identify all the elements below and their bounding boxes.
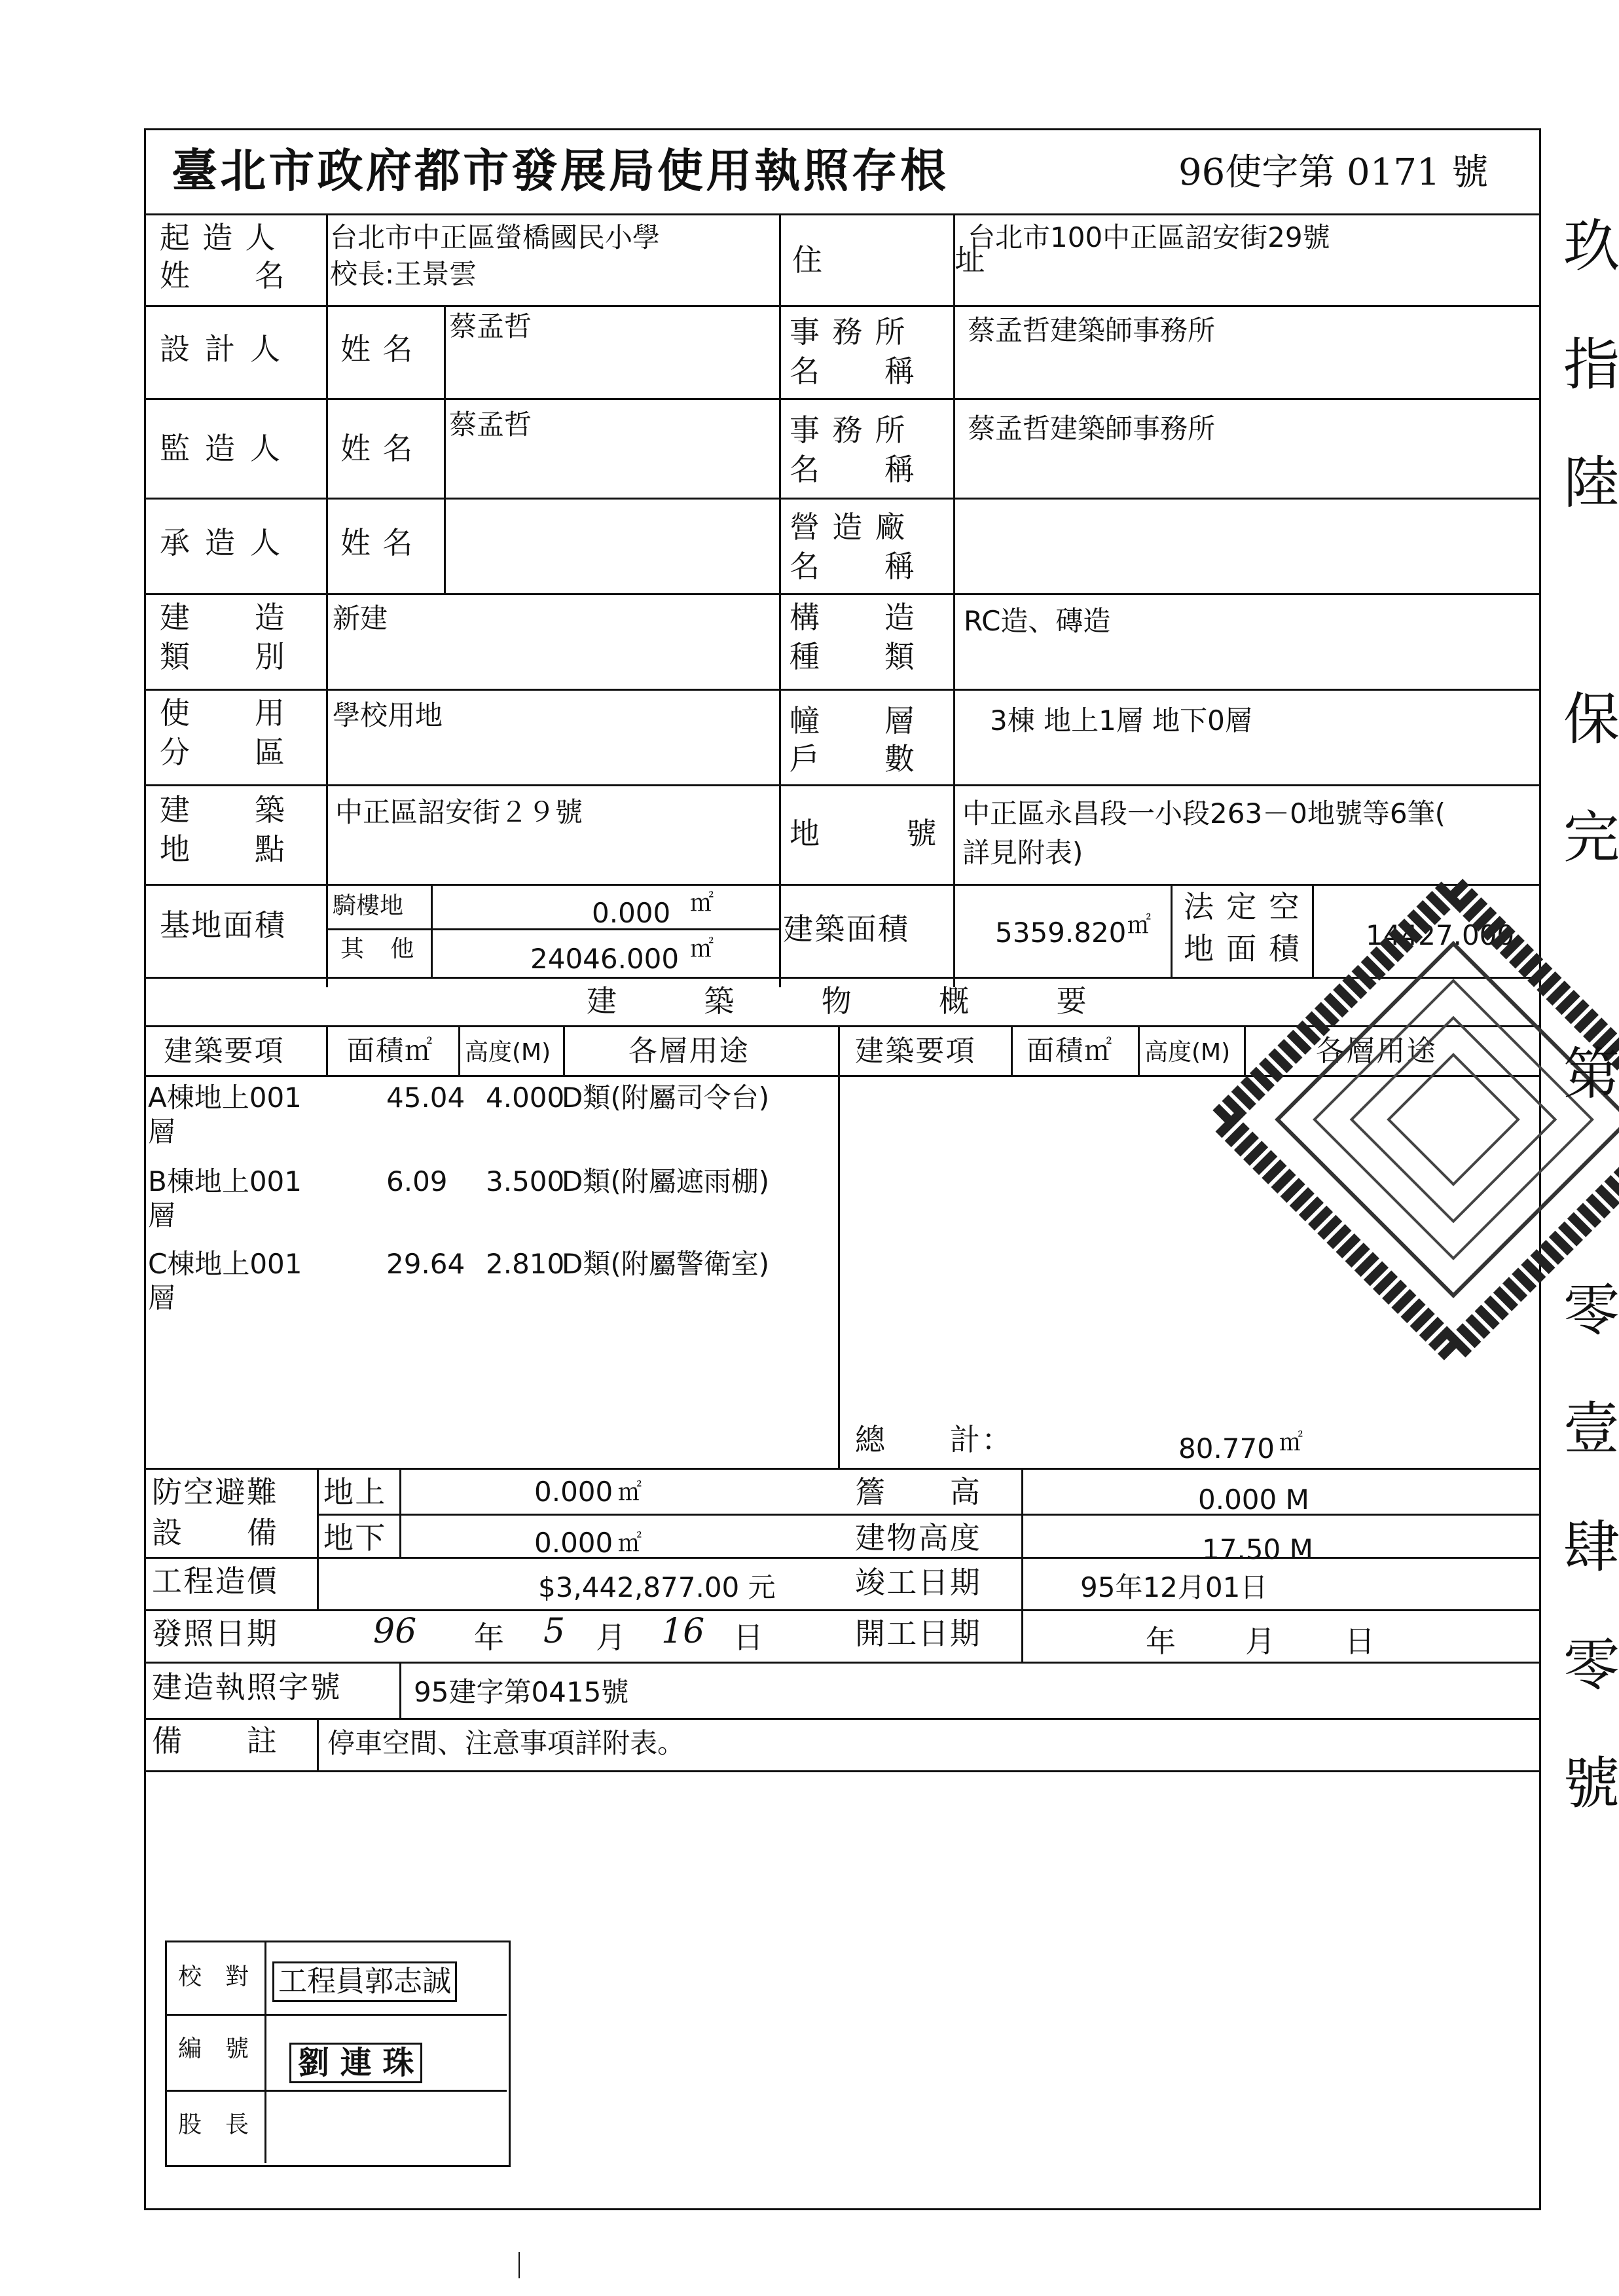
row-height: 3.500 (486, 1165, 565, 1197)
contractor-label: 承造人 (160, 525, 295, 560)
shelter-below-value: 0.000 (534, 1527, 613, 1559)
row-item-line2: 層 (148, 1116, 176, 1148)
row-area: 45.04 (386, 1082, 465, 1114)
row-item-line1: C棟地上001 (148, 1248, 302, 1280)
header-height-right: 高度(M) (1144, 1039, 1231, 1066)
designer-label: 設計人 (160, 331, 295, 367)
open-space-label-2: 地 面 積 (1184, 931, 1301, 966)
zoning-value: 學校用地 (333, 699, 443, 731)
issue-month-unit: 月 (596, 1620, 628, 1655)
check-label: 校 對 (178, 1963, 249, 1990)
cost-value: $3,442,877.00 元 (538, 1571, 776, 1603)
shelter-below-unit: ㎡ (618, 1530, 642, 1557)
other-unit: ㎡ (690, 936, 714, 962)
other-label: 其 他 (340, 936, 424, 962)
building-area-unit: ㎡ (1127, 912, 1152, 939)
construction-permit-label: 建造執照字號 (152, 1669, 342, 1705)
designer-office: 蔡孟哲建築師事務所 (968, 314, 1216, 346)
address-label: 住 址 (792, 242, 987, 278)
owner-name-1: 台北市中正區螢橋國民小學 (330, 221, 661, 253)
supervisor-office-label-1: 事 務 所 (790, 412, 907, 448)
shelter-above-label: 地上 (323, 1474, 387, 1510)
build-type-label-2: 類 別 (160, 639, 287, 674)
owner-label-2: 姓 名 (160, 258, 287, 293)
arcade-unit: ㎡ (690, 890, 714, 917)
location-label-1: 建 築 (160, 792, 287, 828)
cost-label: 工程造價 (152, 1563, 279, 1599)
lot-value-2: 詳見附表) (962, 837, 1083, 869)
open-space-value: 14427.000 (1366, 919, 1515, 951)
row-height: 4.000 (486, 1082, 565, 1114)
supervisor-label: 監造人 (160, 431, 295, 466)
structure-label-1: 構 造 (790, 600, 917, 635)
summary-title: 建 築 物 概 要 (587, 983, 1096, 1019)
row-use: D類(附屬警衛室) (562, 1248, 770, 1280)
supervisor-office-label-2: 名 稱 (790, 452, 917, 487)
header-area-right: 面積㎡ (1027, 1034, 1114, 1066)
permit-number: 96使字第 0171 號 (1178, 151, 1489, 194)
row-height: 2.810 (486, 1248, 565, 1280)
shelter-above-unit: ㎡ (618, 1479, 642, 1506)
lot-value-1: 中正區永昌段一小段263－0地號等6筆( (962, 797, 1446, 829)
building-area-value: 5359.820 (995, 917, 1127, 949)
start-month-unit: 月 (1245, 1624, 1277, 1659)
building-height-label: 建物高度 (855, 1520, 982, 1556)
row-item-line2: 層 (148, 1282, 176, 1314)
floors-value: 3棟 地上1層 地下0層 (990, 704, 1252, 737)
row-area: 6.09 (386, 1165, 448, 1197)
construction-permit-value: 95建字第0415號 (414, 1676, 629, 1708)
completion-value: 95年12月01日 (1080, 1571, 1268, 1603)
supervisor-name-label: 姓名 (340, 431, 425, 466)
scan-mark (518, 2252, 520, 2278)
owner-label-1: 起 造 人 (160, 220, 277, 255)
chief-label: 股 長 (178, 2111, 249, 2138)
start-date-label: 開工日期 (855, 1616, 982, 1651)
header-use-right: 各層用途 (1316, 1034, 1437, 1068)
other-value: 24046.000 (530, 943, 680, 975)
total-value: 80.770 (1178, 1432, 1275, 1465)
issue-day-unit: 日 (733, 1620, 765, 1655)
issue-year: 96 (373, 1612, 417, 1651)
row-item-line1: A棟地上001 (148, 1082, 302, 1114)
structure-label-2: 種 類 (790, 639, 917, 674)
designer-office-label-2: 名 稱 (790, 354, 917, 389)
header-height-left: 高度(M) (465, 1039, 551, 1066)
total-unit: ㎡ (1279, 1429, 1303, 1456)
issue-date-label: 發照日期 (152, 1616, 279, 1651)
zoning-label-1: 使 用 (160, 695, 287, 731)
row-use: D類(附屬遮雨棚) (562, 1165, 770, 1197)
header-area-left: 面積㎡ (347, 1034, 434, 1066)
contractor-name-label: 姓名 (340, 525, 425, 560)
page-title: 臺北市政府都市發展局使用執照存根 (172, 143, 949, 198)
designer-name-label: 姓名 (340, 331, 425, 367)
open-space-label-1: 法 定 空 (1184, 889, 1301, 924)
row-use: D類(附屬司令台) (562, 1082, 770, 1114)
issue-day: 16 (661, 1612, 705, 1651)
floors-label-2: 戶 數 (790, 741, 917, 776)
build-type-label-1: 建 造 (160, 600, 287, 635)
start-year-unit: 年 (1146, 1624, 1178, 1659)
shelter-label-2: 設 備 (152, 1515, 279, 1550)
header-item-right: 建築要項 (855, 1034, 976, 1068)
issue-year-unit: 年 (474, 1620, 506, 1655)
building-area-label: 建築面積 (783, 911, 910, 947)
designer-office-label-1: 事 務 所 (790, 314, 907, 350)
building-height-value: 17.50 M (1202, 1533, 1313, 1565)
address-value: 台北市100中正區詔安街29號 (968, 221, 1330, 253)
supervisor-name: 蔡孟哲 (449, 409, 532, 441)
row-area: 29.64 (386, 1248, 465, 1280)
remarks-value: 停車空間、注意事項詳附表。 (327, 1727, 685, 1759)
contractor-office-label-1: 營 造 廠 (790, 509, 907, 545)
completion-label: 竣工日期 (855, 1565, 982, 1600)
arcade-label: 騎樓地 (333, 892, 404, 919)
structure-value: RC造、磚造 (964, 605, 1111, 637)
zoning-label-2: 分 區 (160, 735, 287, 770)
row-item-line1: B棟地上001 (148, 1165, 302, 1197)
check-stamp: 工程員郭志誠 (272, 1961, 457, 2002)
supervisor-office: 蔡孟哲建築師事務所 (968, 412, 1216, 445)
site-area-label: 基地面積 (160, 907, 287, 943)
location-value: 中正區詔安街２９號 (335, 796, 583, 828)
arcade-value: 0.000 (592, 897, 671, 929)
header-use-left: 各層用途 (628, 1034, 750, 1068)
floors-label-1: 幢 層 (790, 703, 917, 738)
remarks-label: 備 註 (152, 1723, 279, 1758)
header-item-left: 建築要項 (164, 1034, 285, 1068)
owner-name-2: 校長:王景雲 (330, 258, 477, 290)
issue-month: 5 (543, 1612, 566, 1651)
location-label-2: 地 點 (160, 831, 287, 867)
total-label: 總 計： (855, 1422, 1013, 1457)
start-day-unit: 日 (1345, 1624, 1377, 1659)
margin-text: 玖 指 陸 保 完 第 零 壹 肆 零 號 (1554, 216, 1619, 1813)
shelter-above-value: 0.000 (534, 1476, 613, 1508)
contractor-office-label-2: 名 稱 (790, 549, 917, 584)
eaves-label: 簷 高 (855, 1474, 982, 1510)
row-item-line2: 層 (148, 1199, 176, 1231)
designer-name: 蔡孟哲 (449, 310, 532, 342)
number-stamp: 劉 連 珠 (289, 2043, 422, 2083)
lot-label: 地 號 (790, 816, 938, 851)
shelter-label-1: 防空避難 (152, 1474, 279, 1510)
eaves-value: 0.000 M (1198, 1484, 1309, 1516)
number-label: 編 號 (178, 2035, 249, 2062)
build-type-value: 新建 (333, 602, 388, 634)
shelter-below-label: 地下 (323, 1520, 387, 1556)
